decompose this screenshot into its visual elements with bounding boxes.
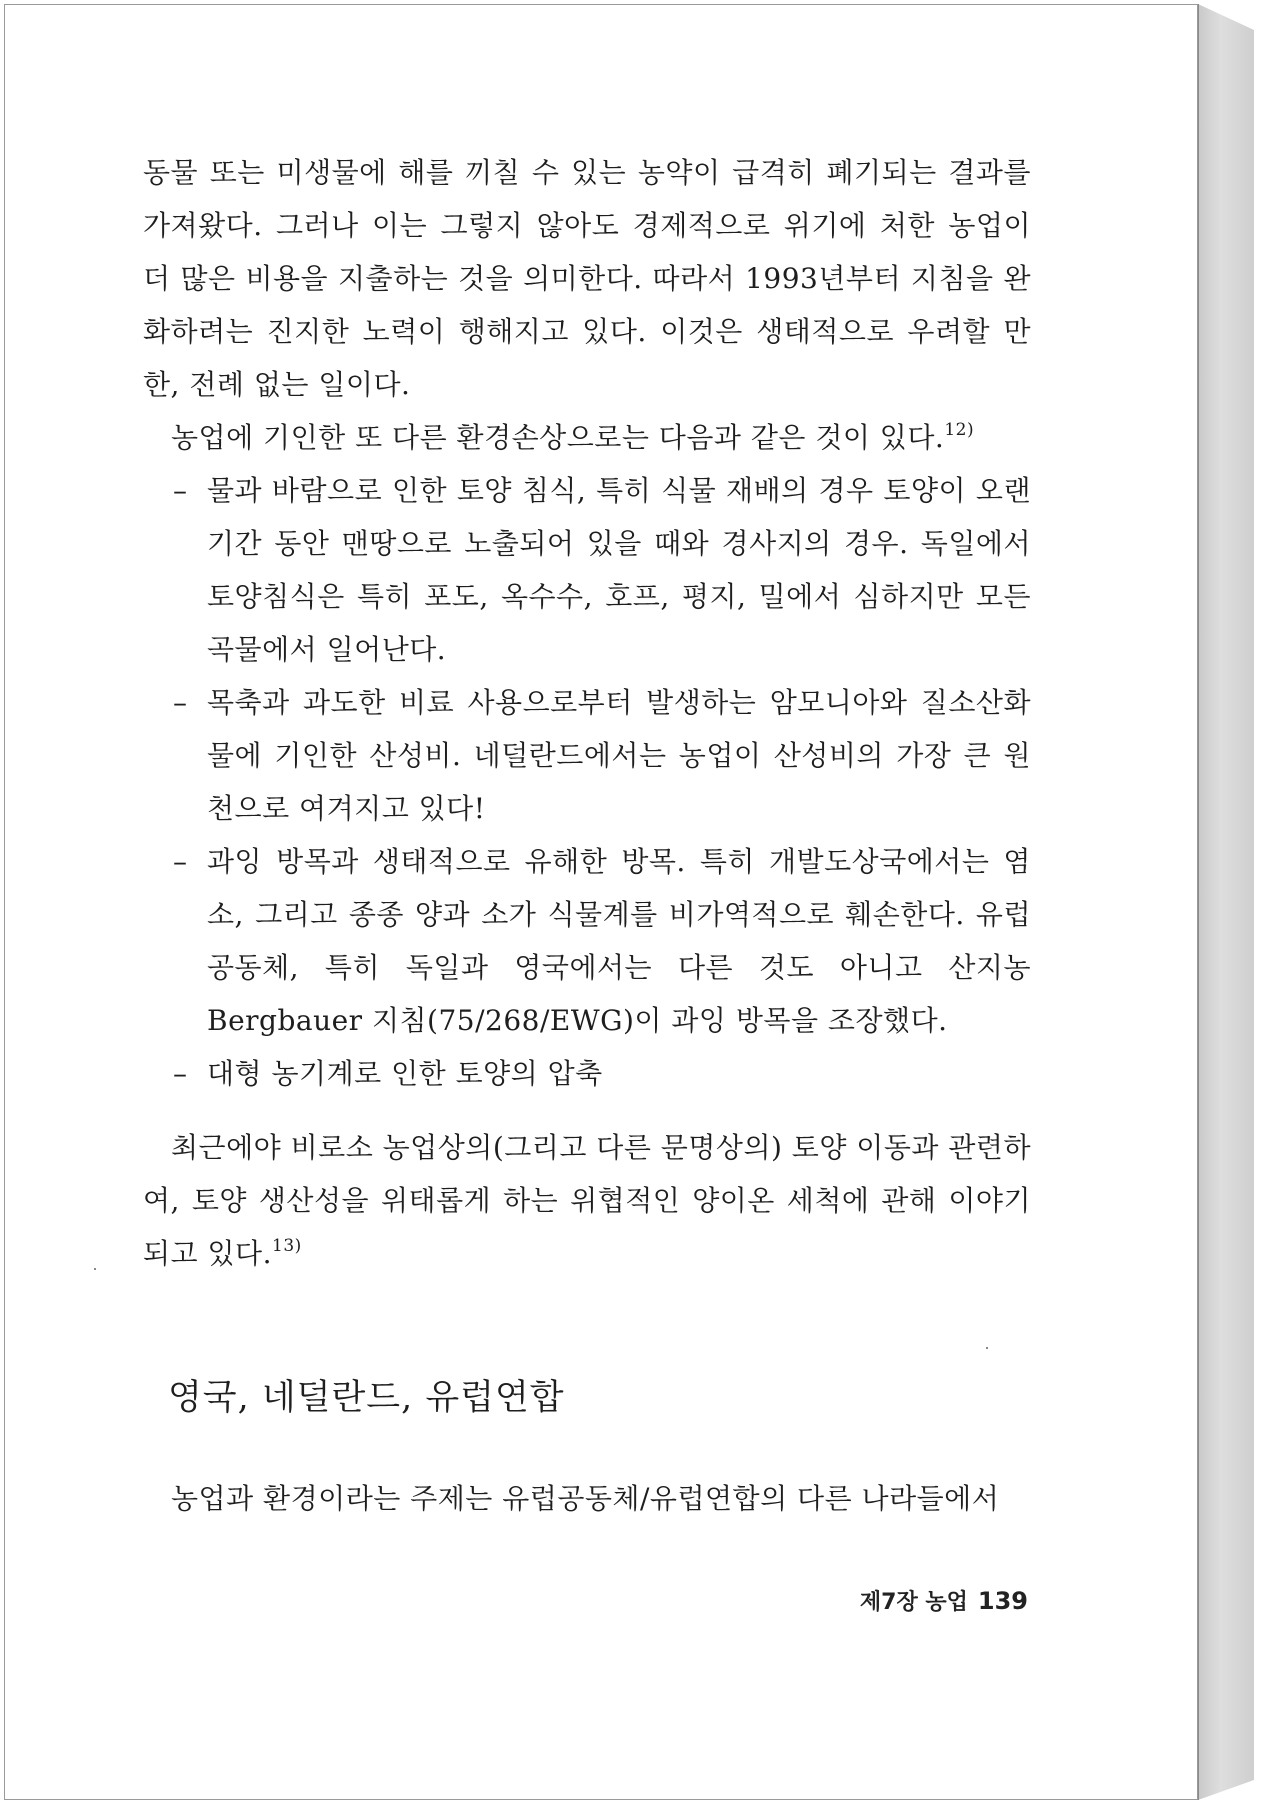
scan-speck: [986, 1347, 988, 1349]
paragraph-3: [143, 1121, 1031, 1280]
book-spine: [1198, 4, 1254, 1800]
list-item-text: 목축과 과도한 비료 사용으로부터 발생하는 암모니아와 질소산화물에 기인한 산성비. 네덜란드에서는 농업이 산성비의 가장 큰 원천으로 여겨지고 있다!: [207, 686, 1031, 825]
damage-list: [143, 464, 1031, 1100]
main-text-block: [143, 146, 1031, 1100]
list-item-text: 대형 농기계로 인한 토양의 압축: [207, 1057, 603, 1090]
page-edge: [1198, 4, 1199, 1800]
footnote-ref-13: 13): [272, 1236, 302, 1256]
list-item: [143, 676, 1031, 835]
list-dash: –: [173, 1057, 188, 1090]
list-dash: –: [173, 474, 188, 507]
list-item: [143, 1047, 1031, 1100]
list-item-text: 과잉 방목과 생태적으로 유해한 방목. 특히 개발도상국에서는 염소, 그리고 종종 양과 소가 식물계를 비가역적으로 훼손한다. 유럽공동체, 특히 독일과 영국에서는 다른 것도 아니고 산지농 Bergbauer 지침(75/268/EWG)이 과잉 방목을 조장했다.: [207, 845, 1031, 1037]
paragraph-1: 동물 또는 미생물에 해를 끼칠 수 있는 농약이 급격히 폐기되는 결과를 가져왔다. 그러나 이는 그렇지 않아도 경제적으로 위기에 처한 농업이 더 많은 비용을 지출하는 것을 의미한다. 따라서 1993년부터 지침을 완화하려는 진지한 노력이 행해지고 있다. 이것은 생태적으로 우려할 만한, 전례 없는 일이다.: [143, 156, 1031, 401]
scan-speck: [94, 1268, 96, 1270]
paragraph-3-text: 최근에야 비로소 농업상의(그리고 다른 문명상의) 토양 이동과 관련하여, 토양 생산성을 위태롭게 하는 위협적인 양이온 세척에 관해 이야기되고 있다.: [143, 1131, 1031, 1270]
page-footer: [860, 1585, 1028, 1616]
chapter-label: 제7장 농업: [859, 1590, 968, 1615]
paragraph-2-text: 농업에 기인한 또 다른 환경손상으로는 다음과 같은 것이 있다.: [171, 421, 945, 454]
list-item-text: 물과 바람으로 인한 토양 침식, 특히 식물 재배의 경우 토양이 오랜 기간 동안 맨땅으로 노출되어 있을 때와 경사지의 경우. 독일에서 토양침식은 특히 포도, 옥수수, 호프, 평지, 밀에서 심하지만 모든 곡물에서 일어난다.: [207, 474, 1031, 666]
paragraph-3-block: [143, 1121, 1031, 1280]
list-dash: –: [173, 845, 188, 878]
section-heading: 영국, 네덜란드, 유럽연합: [168, 1378, 565, 1418]
paragraph-4: 농업과 환경이라는 주제는 유럽공동체/유럽연합의 다른 나라들에서: [171, 1482, 1000, 1515]
page-number: 139: [977, 1587, 1028, 1615]
list-item: [143, 835, 1031, 1047]
list-dash: –: [173, 686, 188, 719]
paragraph-4-block: [143, 1472, 1031, 1525]
footnote-ref-12: 12): [944, 420, 975, 440]
paragraph-2: [143, 411, 1031, 464]
list-item: [143, 464, 1031, 676]
